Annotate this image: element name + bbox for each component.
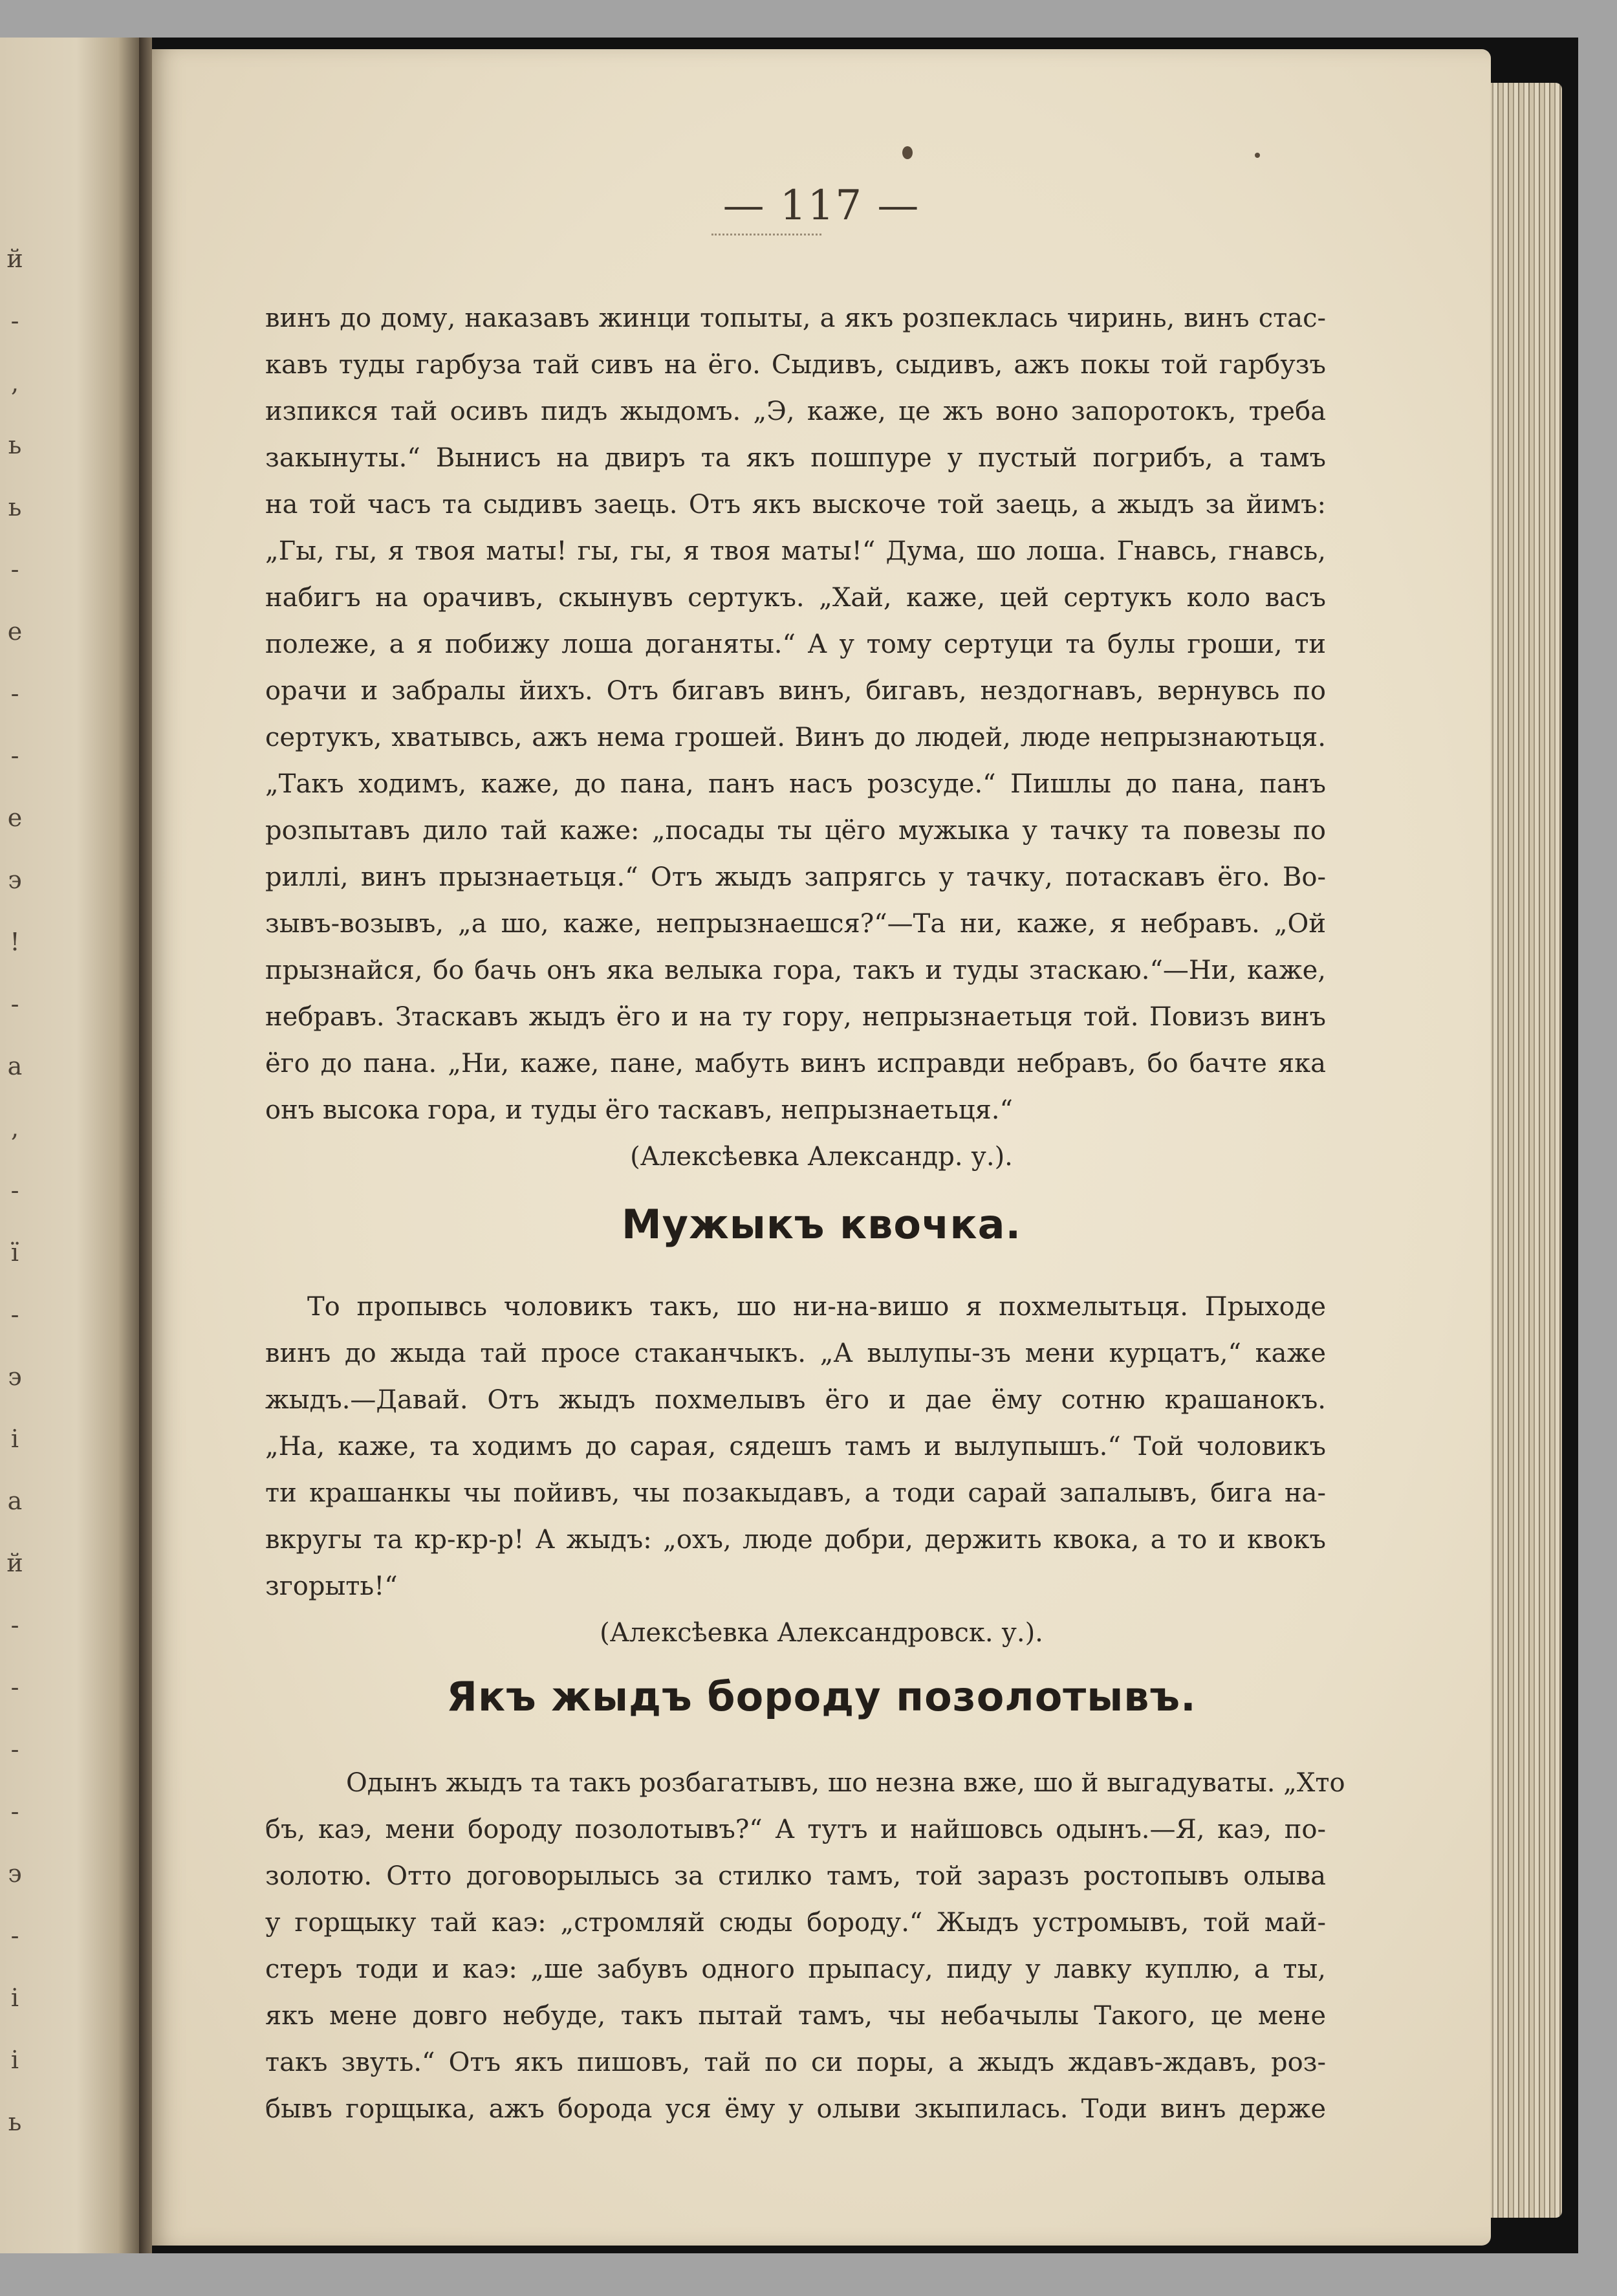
text-line: бъ, каэ, мени бороду позолотывъ?“ А тутъ и найшовсь одынъ.—Я, каэ, по- (265, 1815, 1326, 1844)
left-page-line-ending: - (10, 1611, 19, 1639)
left-page-line-ending: й (6, 1549, 23, 1577)
left-page-line-ending: - (10, 1921, 19, 1950)
left-page-line-ending: й (6, 245, 23, 273)
left-page-line-ending: - (10, 1797, 19, 1826)
left-page-line-ending: ь (8, 2108, 22, 2136)
text-line: зывъ-возывъ, „а шо, каже, непрызнаешся?“—Та ни, каже, я небравъ. „Ой (265, 909, 1326, 939)
text-line: орачи и забралы йихъ. Отъ бигавъ винъ, бигавъ, нездогнавъ, вернувсь по (265, 676, 1326, 706)
left-page-line-ending: ! (10, 928, 20, 956)
text-line: прызнайся, бо бачь онъ яка велыка гора, такъ и туды зтаскаю.“—Ни, каже, (265, 956, 1326, 985)
text-line: золотю. Отто договорылысь за стилко тамъ, той заразъ ростопывъ олыва (265, 1861, 1326, 1891)
left-page-line-ending: - (10, 1673, 19, 1701)
text-line: ёго до пана. „Ни, каже, пане, мабуть винъ исправди небравъ, бо бачте яка (265, 1049, 1326, 1078)
text-line: полеже, а я побижу лоша доганяты.“ А у тому сертуци та булы гроши, ти (265, 629, 1326, 659)
text-line: стеръ тоди и каэ: „ше забувъ одного прыпасу, пиду у лавку куплю, а ты, (265, 1954, 1326, 1984)
text-line: кавъ туды гарбуза тай сивъ на ёго. Сыдивъ, сыдивъ, ажъ покы той гарбузъ (265, 350, 1326, 380)
text-line: такъ звуть.“ Отъ якъ пишовъ, тай по си поры, а жыдъ ждавъ-ждавъ, роз- (265, 2048, 1326, 2077)
left-page-line-ending: э (8, 866, 22, 894)
left-page-edge (0, 38, 139, 2253)
page-number-rule (711, 234, 821, 238)
text-line: розпытавъ дило тай каже: „посады ты цёго мужыка у тачку та повезы по (265, 816, 1326, 846)
left-page-line-ending: і (10, 1425, 19, 1453)
book-gutter (139, 38, 152, 2253)
text-line: закынуты.“ Вынисъ на двиръ та якъ пошпуре у пустый погрибъ, а тамъ (265, 443, 1326, 473)
left-page-line-ending: , (10, 1114, 19, 1143)
left-page-line-ending: - (10, 741, 19, 770)
left-page-line-ending: е (7, 617, 23, 646)
left-page-line-ending: е (7, 804, 23, 832)
left-page-line-ending: а (7, 1487, 23, 1515)
left-page-line-ending: э (8, 1859, 22, 1888)
left-page-line-ending: ї (10, 1238, 19, 1267)
text-line: То пропывсь чоловикъ такъ, шо ни-на-вишо я похмелытьця. Прыходе (307, 1292, 1326, 1322)
story-1-source: (Алексѣевка Александр. у.). (630, 1142, 1013, 1172)
left-page-line-ending: а (7, 1052, 23, 1080)
story-3-title: Якъ жыдъ бороду позолотывъ. (446, 1673, 1197, 1720)
ink-spot (1255, 153, 1260, 158)
text-line: вкругы та кр-кр-р! А жыдъ: „охъ, люде добри, держить квока, а то и квокъ (265, 1525, 1326, 1555)
left-page-line-ending: - (10, 1300, 19, 1329)
left-page-line-ending: і (10, 2046, 19, 2074)
text-line: онъ высока гора, и туды ёго таскавъ, непрызнаетьця.“ (265, 1095, 1013, 1125)
text-line: „Такъ ходимъ, каже, до пана, панъ насъ розсуде.“ Пишлы до пана, панъ (265, 769, 1326, 799)
text-line: „На, каже, та ходимъ до сарая, сядешъ тамъ и вылупышъ.“ Той чоловикъ (265, 1432, 1326, 1461)
text-line: згорыть!“ (265, 1571, 398, 1601)
text-line: жыдъ.—Давай. Отъ жыдъ похмелывъ ёго и дае ёму сотню крашанокъ. (265, 1385, 1326, 1415)
story-2-title: Мужыкъ квочка. (621, 1201, 1022, 1248)
text-line: небравъ. Зтаскавъ жыдъ ёго и на ту гору, непрызнаетьця той. Повизъ винъ (265, 1002, 1326, 1032)
story-2-source: (Алексѣевка Александровск. у.). (600, 1618, 1043, 1648)
text-line: набигъ на орачивъ, скынувъ сертукъ. „Хай, каже, цей сертукъ коло васъ (265, 583, 1326, 613)
ink-spot (902, 146, 913, 159)
text-line: винъ до жыда тай просе стаканчыкъ. „А вылупы-зъ мени курцатъ,“ каже (265, 1339, 1326, 1368)
left-page-line-ending: - (10, 307, 19, 335)
text-line: якъ мене довго небуде, такъ пытай тамъ, чы небачылы Такого, це мене (265, 2001, 1326, 2031)
text-line: у горщыку тай каэ: „стромляй сюды бороду.“ Жыдъ устромывъ, той май- (265, 1908, 1326, 1938)
text-line: ти крашанкы чы пойивъ, чы позакыдавъ, а тоди сарай запалывъ, бига на- (265, 1478, 1326, 1508)
left-page-line-ending: - (10, 555, 19, 584)
text-line: „Гы, гы, я твоя маты! гы, гы, я твоя маты!“ Дума, шо лоша. Гнавсь, гнавсь, (265, 536, 1326, 566)
text-line: сертукъ, хватывсь, ажъ нема грошей. Винъ до людей, люде непрызнаютьця. (265, 723, 1326, 752)
page-number: — 117 — (722, 182, 920, 230)
text-line: бывъ горщыка, ажъ борода уся ёму у олыви зкыпилась. Тоди винъ держе (265, 2094, 1326, 2124)
text-line: риллi, винъ прызнаетьця.“ Отъ жыдъ запрягсь у тачку, потаскавъ ёго. Во- (265, 862, 1326, 892)
text-line: винъ до дому, наказавъ жинци топыты, а якъ розпеклась чиринь, винъ стас- (265, 303, 1326, 333)
left-page-line-ending: , (10, 369, 19, 397)
text-line: Одынъ жыдъ та такъ розбагатывъ, шо незна вже, шо й выгадуваты. „Хто (346, 1768, 1345, 1798)
left-page-line-ending: ь (8, 431, 22, 459)
left-page-line-ending: - (10, 990, 19, 1018)
book-page (152, 49, 1491, 2246)
left-page-line-ending: і (10, 1984, 19, 2012)
left-page-line-ending: - (10, 679, 19, 708)
text-line: на той часъ та сыдивъ заець. Отъ якъ выскоче той заець, а жыдъ за йимъ: (265, 490, 1326, 519)
scan-frame (0, 38, 1578, 2253)
left-page-line-ending: э (8, 1362, 22, 1391)
left-page-line-ending: - (10, 1176, 19, 1205)
left-page-line-ending: - (10, 1735, 19, 1764)
left-page-line-ending: ь (8, 493, 22, 521)
text-line: изпикся тай осивъ пидъ жыдомъ. „Э, каже, це жъ воно запоротокъ, треба (265, 397, 1326, 426)
